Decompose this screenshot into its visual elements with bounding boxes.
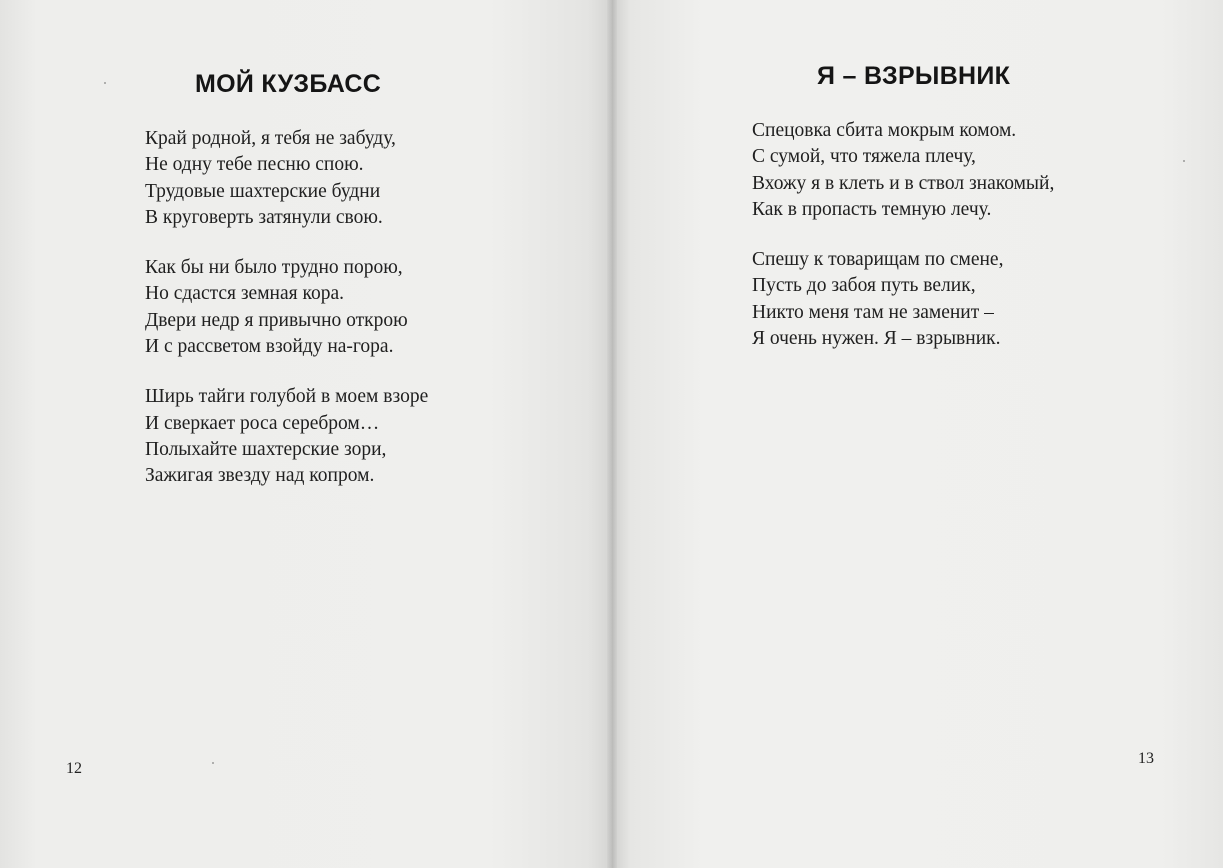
stanza: [145, 255, 428, 360]
poem-line: Как бы ни было трудно порою,: [145, 257, 403, 279]
stanza: [752, 247, 1054, 352]
poem-line: Край родной, я тебя не забуду,: [145, 128, 396, 149]
book-gutter: [607, 0, 617, 868]
poem-line: И с рассветом взойду на-гора.: [145, 336, 394, 358]
poem-line: Трудовые шахтерские будни: [145, 180, 381, 202]
poem-line: Ширь тайги голубой в моем взоре: [145, 386, 429, 408]
poem-line: Вхожу я в клеть и в ствол знакомый,: [752, 172, 1055, 194]
poem-line: И сверкает роса серебром…: [145, 412, 380, 434]
page-number: 12: [66, 760, 82, 777]
poem-line: Спешу к товарищам по смене,: [752, 249, 1004, 271]
poem-line: В круговерть затянули свою.: [145, 206, 383, 228]
paper-speck: [1183, 160, 1185, 162]
stanza: [145, 384, 428, 489]
stanza: [752, 118, 1054, 223]
poem-line: Спецовка сбита мокрым комом.: [752, 120, 1017, 141]
poem-line: Не одну тебе песню спою.: [145, 154, 364, 176]
page-number: 13: [1138, 750, 1154, 767]
paper-speck: [104, 82, 106, 84]
poem-line: Полыхайте шахтерские зори,: [145, 438, 387, 460]
poem-line: Как в пропасть темную лечу.: [752, 198, 992, 220]
poem-line: Я очень нужен. Я – взрывник.: [752, 328, 1001, 350]
poem-line: Пусть до забоя путь велик,: [752, 275, 976, 297]
poem-line: Но сдастся земная кора.: [145, 283, 344, 305]
poem-line: С сумой, что тяжела плечу,: [752, 146, 976, 168]
paper-speck: [212, 762, 214, 764]
stanza: [145, 126, 428, 231]
poem-title: Я – ВЗРЫВНИК: [817, 62, 1011, 90]
right-page: [612, 0, 1223, 868]
poem-line: Никто меня там не заменит –: [752, 301, 994, 323]
poem-body: [752, 118, 1054, 376]
poem-body: [145, 126, 428, 514]
poem-line: Двери недр я привычно открою: [145, 309, 408, 331]
poem-title: МОЙ КУЗБАСС: [195, 70, 382, 98]
poem-line: Зажигая звезду над копром.: [145, 465, 375, 487]
